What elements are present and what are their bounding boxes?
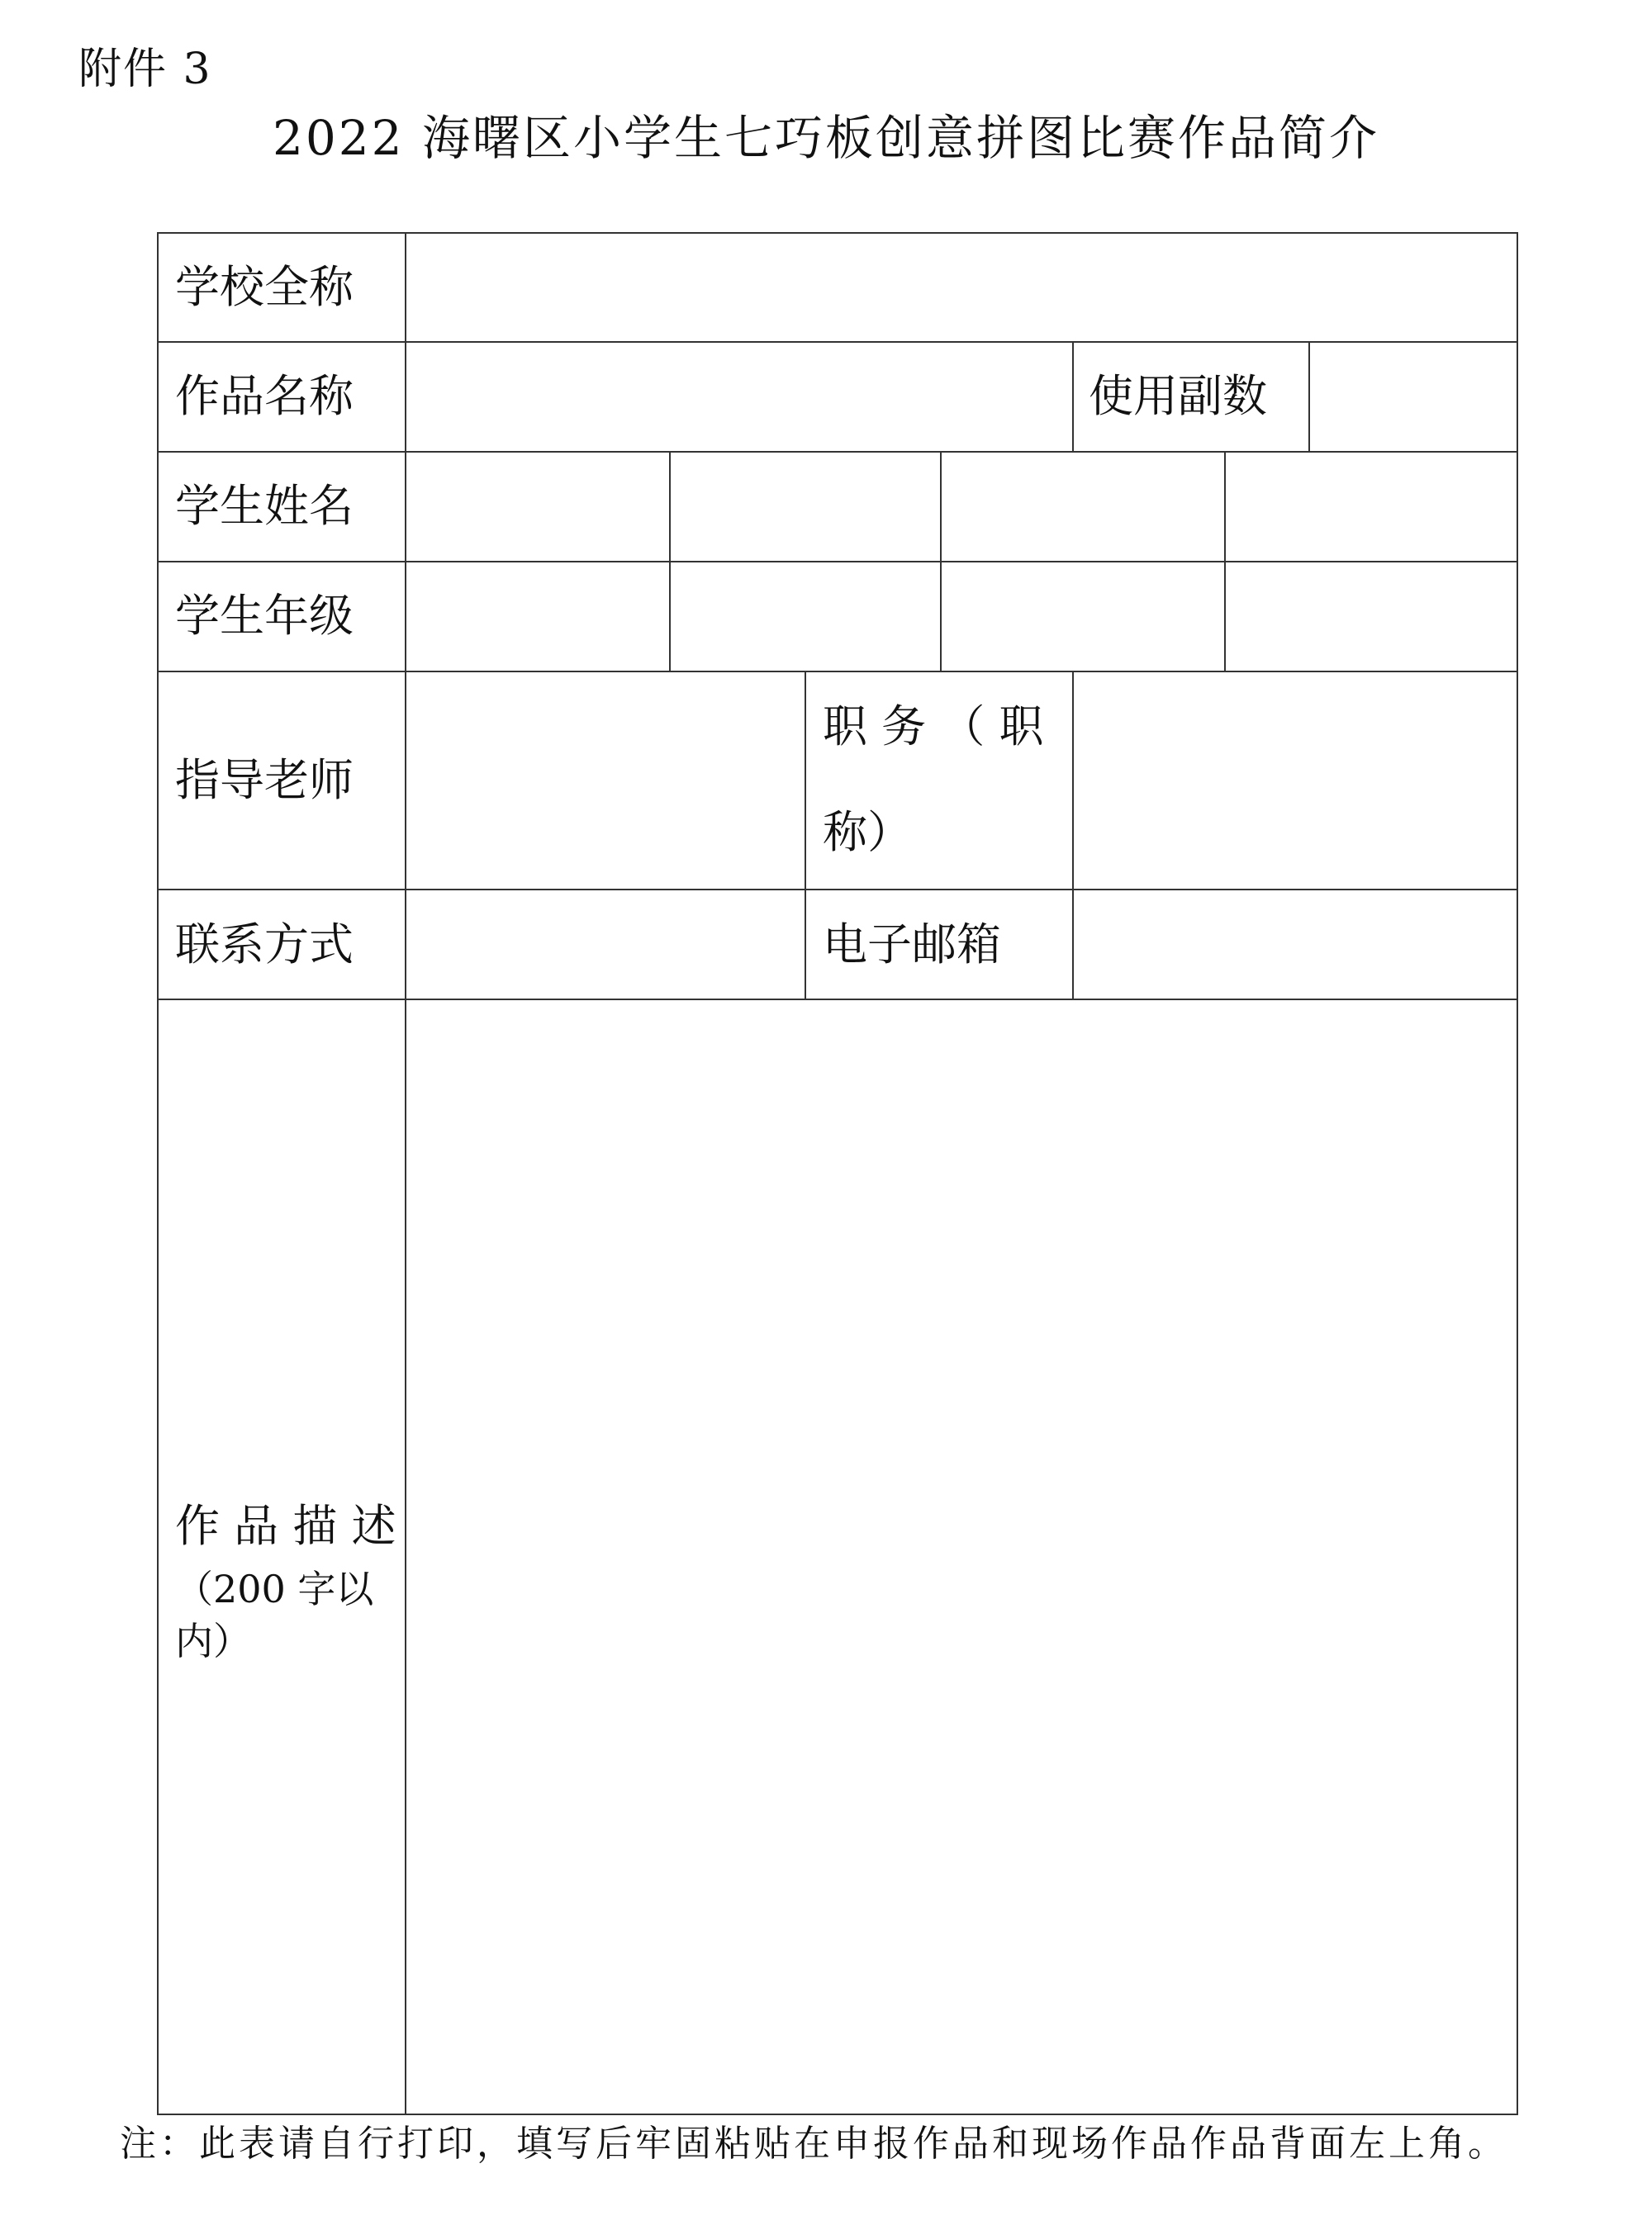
- work-name-label: 作品名称: [175, 370, 354, 422]
- col-divider: [1224, 451, 1226, 671]
- attachment-label: 附件 3: [78, 45, 212, 94]
- row-divider: [157, 451, 1518, 453]
- description-label-line2: （200 字以: [175, 1567, 374, 1611]
- label-column-divider: [405, 232, 406, 2115]
- table-border-right: [1517, 232, 1518, 2115]
- email-label: 电子邮箱: [823, 918, 1001, 970]
- row-divider: [157, 671, 1518, 672]
- col-divider: [1072, 341, 1074, 451]
- table-border-left: [157, 232, 159, 2115]
- col-divider: [805, 671, 806, 999]
- sets-used-label: 使用副数: [1089, 370, 1267, 422]
- contact-label: 联系方式: [175, 918, 354, 970]
- col-divider: [1308, 341, 1310, 451]
- table-border-bottom: [157, 2114, 1518, 2115]
- position-label-line2: 称）: [823, 806, 912, 858]
- description-label-line3: 内）: [175, 1619, 251, 1663]
- description-label-line1: 作 品 描 述: [175, 1500, 396, 1552]
- teacher-label: 指导老师: [175, 754, 354, 806]
- position-label-line1: 职 务 （ 职: [823, 700, 1044, 752]
- col-divider: [940, 451, 942, 671]
- student-names-label: 学生姓名: [175, 480, 354, 532]
- row-divider: [157, 561, 1518, 562]
- entry-form-table: [157, 232, 1518, 2115]
- footnote: 注：此表请自行打印，填写后牢固粘贴在申报作品和现场作品作品背面左上角。: [120, 2123, 1507, 2165]
- student-grades-label: 学生年级: [175, 590, 354, 642]
- table-border-top: [157, 232, 1518, 234]
- row-divider: [157, 999, 1518, 1000]
- row-divider: [157, 889, 1518, 890]
- form-title: 2022 海曙区小学生七巧板创意拼图比赛作品简介: [272, 110, 1380, 166]
- school-name-label: 学校全称: [175, 261, 354, 313]
- row-divider: [157, 341, 1518, 343]
- col-divider: [1072, 671, 1074, 999]
- col-divider: [669, 451, 671, 671]
